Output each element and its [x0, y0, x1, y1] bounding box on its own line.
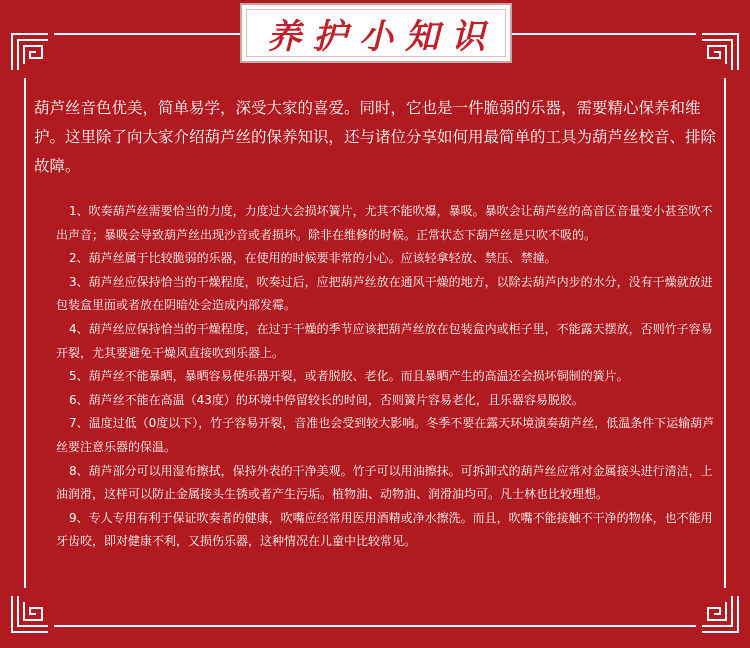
care-tip-5: 5、葫芦丝不能暴晒，暴晒容易使乐器开裂，或者脱胶、老化。而且暴晒产生的高温还会损坏铜制的簧片。 [69, 369, 629, 384]
care-tip-2: 2、葫芦丝属于比较脆弱的乐器，在使用的时候要非常的小心。应该轻拿轻放、禁压、禁撞。 [69, 251, 557, 266]
intro-section [34, 94, 724, 181]
care-tip-9: 9、专人专用有利于保证吹奏者的健康，吹嘴应经常用医用酒精或净水擦洗。而且，吹嘴不能接触不干净的物体，也不能用牙齿咬，即对健康不利，又损伤乐器，这种情况在儿童中比较常见。 [56, 510, 713, 549]
corner-ornament-bottom-right [698, 592, 742, 636]
care-tip-6: 6、葫芦丝不能在高温（43度）的环境中停留较长的时间，否则簧片容易老化，且乐器容易脱胶。 [69, 392, 584, 407]
corner-ornament-top-left [8, 30, 52, 74]
frame-right-line [724, 78, 726, 588]
frame-left-line [24, 78, 26, 588]
care-tip-1: 1、吹奏葫芦丝需要恰当的力度，力度过大会损坏簧片，尤其不能吹爆，暴吸。暴吹会让葫芦丝的高音区音量变小甚至吹不出声音；暴吸会导致葫芦丝出现沙音或者损坏。除非在维修的时候。正常状态下葫芦丝是只吹不吸的。 [56, 204, 713, 242]
care-tip-3: 3、葫芦丝应保持恰当的干燥程度，吹奏过后，应把葫芦丝放在通风干燥的地方，以除去葫芦内步的水分，没有干燥就放进包装盒里面或者放在阴暗处会造成内部发霉。 [56, 274, 713, 313]
corner-ornament-bottom-left [8, 592, 52, 636]
frame-bottom-line [54, 625, 696, 627]
title-inner-border [246, 9, 506, 57]
corner-ornament-top-right [698, 30, 742, 74]
page-title: 养护小知识 [267, 16, 497, 57]
frame-top-left-line [54, 33, 240, 35]
care-tip-8: 8、葫芦部分可以用湿布擦拭，保持外表的干净美观。竹子可以用油擦抹。可拆卸式的葫芦丝应常对金属接头进行清洁，上油润滑，这样可以防止金属接头生锈或者产生污垢。植物油、动物油、润滑油均可。凡士林也比较理想。 [56, 463, 713, 502]
intro-paragraph: 葫芦丝音色优美，简单易学，深受大家的喜爱。同时，它也是一件脆弱的乐器，需要精心保养和维护。这里除了向大家介绍葫芦丝的保养知识，还与诸位分享如何用最简单的工具为葫芦丝校音、排除故障。 [34, 99, 717, 175]
title-box [240, 3, 512, 63]
frame-top-right-line [512, 33, 696, 35]
care-tips-list [56, 200, 716, 554]
care-tip-4: 4、葫芦丝应保持恰当的干燥程度，在过于干燥的季节应该把葫芦丝放在包装盒内或柜子里，不能露天摆放，否则竹子容易开裂，尤其要避免干燥风直接吹到乐器上。 [56, 321, 713, 360]
care-tip-7: 7、温度过低（0度以下），竹子容易开裂，音准也会受到较大影响。冬季不要在露天环境演奏葫芦丝，低温条件下运输葫芦丝要注意乐器的保温。 [56, 416, 715, 454]
